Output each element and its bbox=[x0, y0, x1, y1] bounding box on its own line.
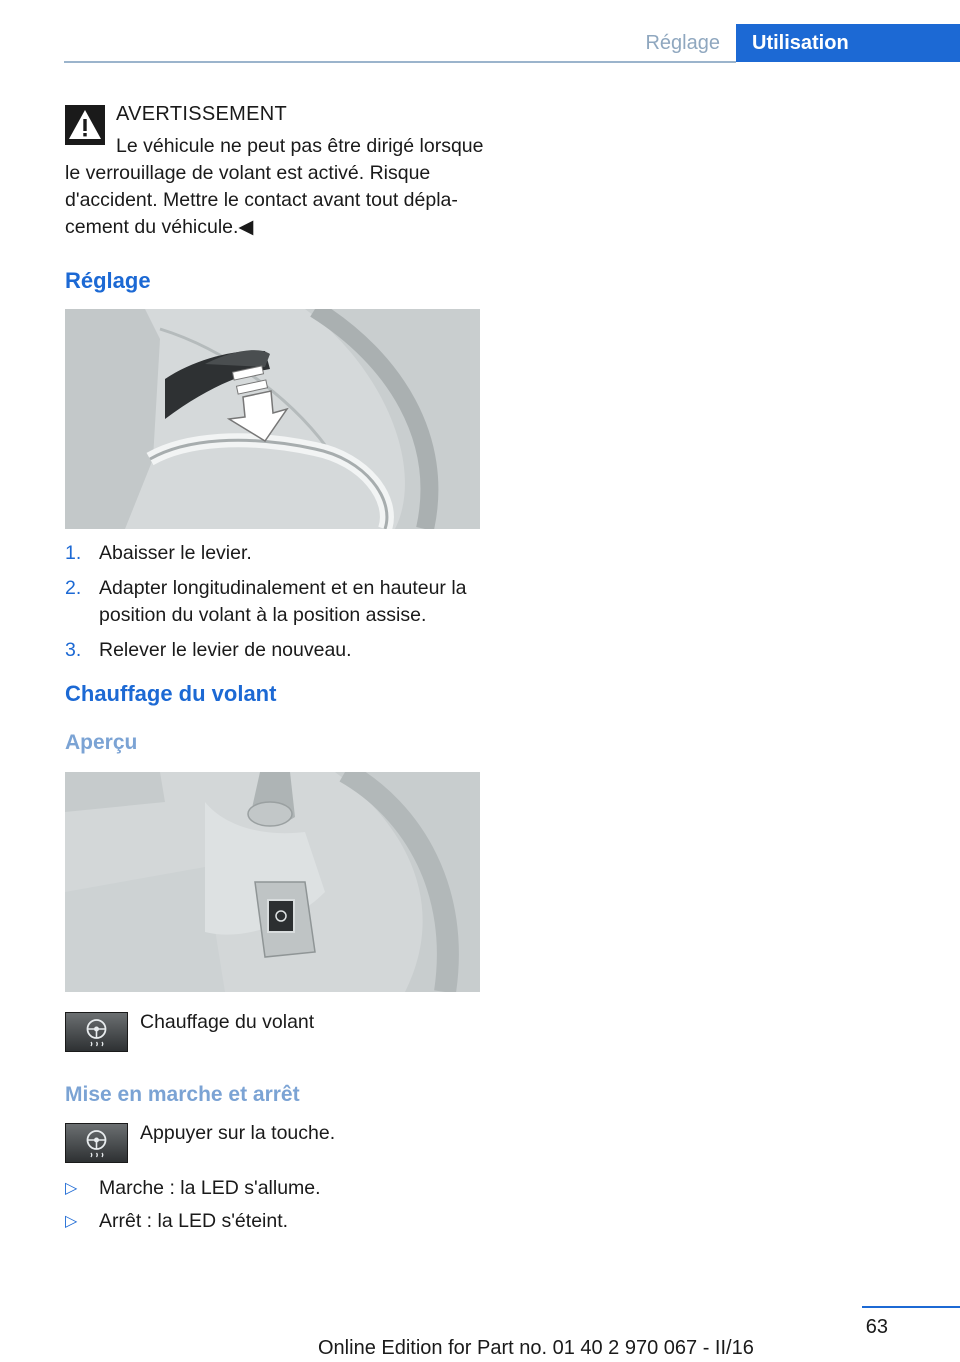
header-section-title: Réglage bbox=[645, 32, 720, 54]
footer-rule bbox=[862, 1306, 960, 1308]
section-heading-adjust: Réglage bbox=[65, 268, 151, 293]
steering-wheel-heating-button-icon bbox=[65, 1123, 128, 1163]
warning-title: AVERTISSEMENT bbox=[116, 103, 287, 125]
edition-text: Online Edition for Part no. 01 40 2 970 067 - II/16 bbox=[318, 1337, 754, 1359]
step-number: 2. bbox=[65, 577, 82, 599]
bullet-text: Marche : la LED s'allume. bbox=[99, 1177, 321, 1199]
list-item bbox=[65, 540, 485, 567]
on-off-bullet-list bbox=[65, 1175, 485, 1241]
step-text: Adapter longitudinalement et en hauteur la position du volant à la position assise. bbox=[99, 577, 467, 626]
step-text: Abaisser le levier. bbox=[99, 542, 252, 564]
adjust-steps-list bbox=[65, 540, 485, 672]
bullet-text: Arrêt : la LED s'éteint. bbox=[99, 1210, 289, 1232]
step-number: 1. bbox=[65, 542, 82, 564]
subheading-on-off: Mise en marche et arrêt bbox=[65, 1083, 300, 1106]
heating-button-illustration bbox=[65, 772, 480, 992]
steering-lever-illustration bbox=[65, 309, 480, 529]
press-button-text: Appuyer sur la touche. bbox=[140, 1122, 336, 1144]
list-item bbox=[65, 637, 485, 664]
heating-button-figure bbox=[65, 772, 480, 992]
warning-text: Le véhicule ne peut pas être dirigé lorsque le verrouillage de volant est activé. Risque d'accident. Mettre le contact avant tout déplacement du véhicule.◀ bbox=[65, 135, 484, 238]
list-item bbox=[65, 1175, 485, 1202]
subheading-overview: Aperçu bbox=[65, 731, 138, 754]
steering-wheel-heating-button-icon bbox=[65, 1012, 128, 1052]
list-item bbox=[65, 1208, 485, 1235]
step-number: 3. bbox=[65, 639, 82, 661]
section-heading-heating: Chauffage du volant bbox=[65, 681, 277, 706]
step-text: Relever le levier de nouveau. bbox=[99, 639, 352, 661]
bullet-triangle-icon: ▷ bbox=[65, 1213, 78, 1230]
steering-lever-figure bbox=[65, 309, 480, 529]
header-chapter-tab: Utilisation bbox=[736, 24, 960, 62]
page-number: 63 bbox=[865, 1316, 888, 1338]
heating-button-caption: Chauffage du volant bbox=[140, 1011, 315, 1033]
bullet-triangle-icon: ▷ bbox=[65, 1180, 78, 1197]
list-item bbox=[65, 575, 485, 629]
